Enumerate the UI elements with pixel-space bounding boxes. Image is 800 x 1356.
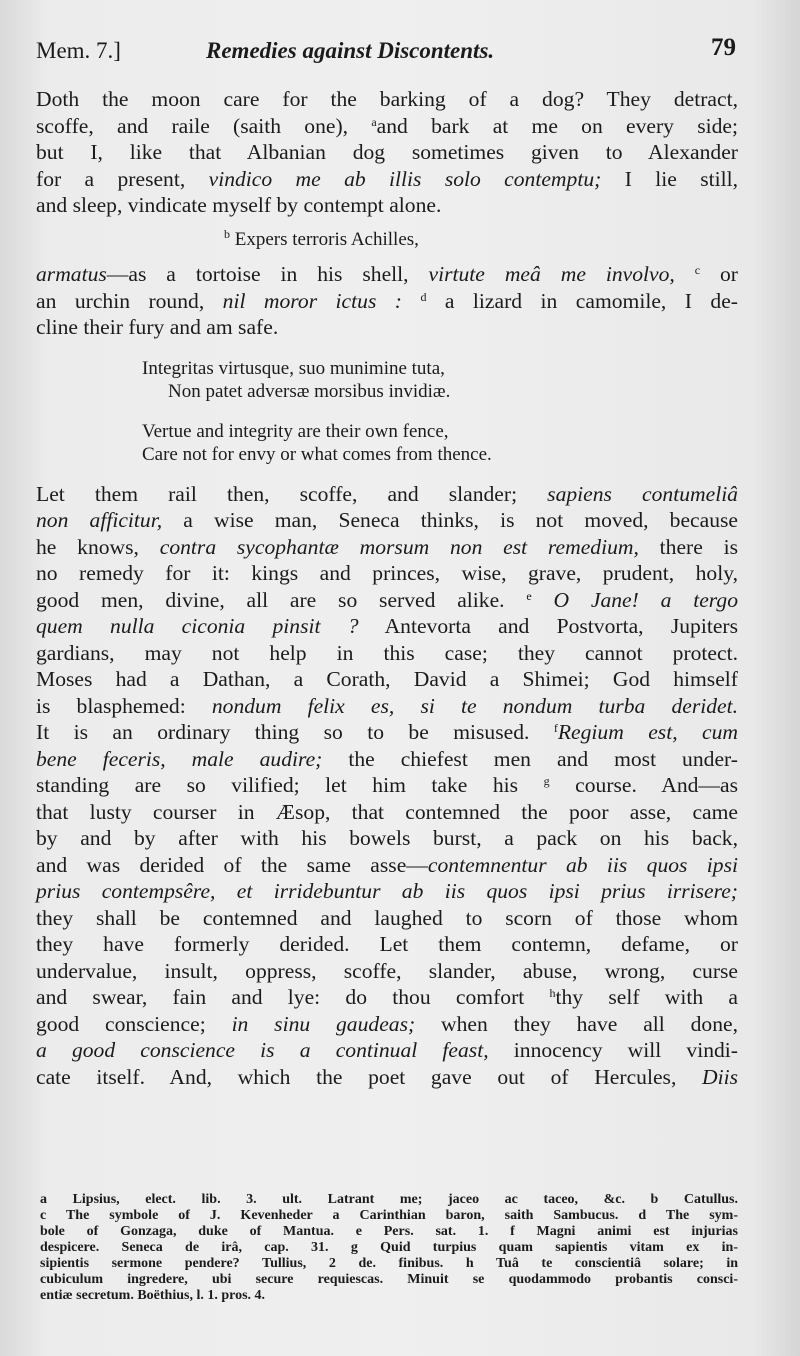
section-marker: Mem. 7.]: [36, 38, 121, 63]
text-line: armatus—as a tortoise in his shell, virtute meâ me involvo, $^c$ or: [36, 262, 738, 286]
footnote-line: bole of Gonzaga, duke of Mantua. e Pers. sat. 1. f Magni animi est injurias: [40, 1224, 738, 1239]
text-line: Doth the moon care for the barking of a dog? They detract,: [36, 87, 738, 111]
footnote-ref-c: c: [694, 263, 701, 277]
footnote-ref-e: e: [526, 588, 532, 603]
text-line: good conscience; in sinu gaudeas; when they have all done,: [36, 1011, 738, 1036]
text-line: Moses had a Dathan, a Corath, David a Shimei; God himself: [36, 667, 738, 691]
paragraph-1: [36, 86, 738, 219]
text-line: Let them rail then, scoffe, and slander; sapiens contumeliâ: [36, 481, 738, 506]
quotation-achilles: $^b$ Expers terroris Achilles,: [224, 226, 419, 250]
text-line: non afficitur, a wise man, Seneca thinks, is not moved, because: [36, 508, 738, 532]
text-line: by and by after with his bowels burst, a pack on his back,: [36, 826, 738, 850]
paragraph-2: [36, 261, 738, 341]
text-line: bene feceris, male audire; the chiefest men and most under-: [36, 746, 738, 771]
text-line: an urchin round, nil moror ictus : $^d$ a lizard in camomile, I de-: [36, 288, 738, 313]
page-header-title: Remedies against Discontents.: [206, 38, 495, 63]
footnote-line: a Lipsius, elect. lib. 3. ult. Latrant me; jaceo ac taceo, &c. b Catullus.: [40, 1192, 738, 1207]
text-line: prius contempsêre, et irridebuntur ab iis quos ipsi prius irrisere;: [36, 879, 738, 903]
text-line: a good conscience is a continual feast, innocency will vindi-: [36, 1038, 738, 1062]
text-line: It is an ordinary thing so to be misused. $^f$Regium est, cum: [36, 720, 738, 744]
text-line: cate itself. And, which the poet gave out of Hercules, Diis: [36, 1064, 738, 1089]
text-line: and sleep, vindicate myself by contempt alone.: [36, 193, 442, 217]
footnote-line: cubiculum ingredere, ubi secure requiescas. Minuit se quodammodo probantis consci-: [40, 1272, 738, 1287]
text-line: undervalue, insult, oppress, scoffe, slander, abuse, wrong, curse: [36, 958, 738, 983]
footnotes: [40, 1192, 738, 1304]
text-line: standing are so vilified; let him take his $^g$ course. And—as: [36, 773, 738, 797]
footnote-ref-f: f: [553, 721, 558, 735]
text-line: and was derided of the same asse—contemnentur ab iis quos ipsi: [36, 852, 738, 877]
english-verse: Vertue and integrity are their own fence, Care not for envy or what comes from thence.: [142, 420, 492, 465]
footnote-ref-h: h: [549, 986, 556, 1000]
text-line: and swear, fain and lye: do thou comfort $^h$thy self with a: [36, 985, 738, 1009]
footnote-ref-d: d: [420, 289, 427, 304]
body-text: [36, 86, 738, 1090]
text-line: they have formerly derided. Let them contemn, defame, or: [36, 932, 738, 956]
paragraph-3: [36, 481, 738, 1091]
footnote-ref-a: a: [371, 114, 377, 129]
text-line: quem nulla ciconia pinsit ? Antevorta and Postvorta, Jupiters: [36, 614, 738, 638]
text-line: cline their fury and am safe.: [36, 315, 279, 339]
text-line: no remedy for it: kings and princes, wise, grave, prudent, holy,: [36, 561, 738, 585]
text-line: for a present, vindico me ab illis solo contemptu; I lie still,: [36, 166, 738, 191]
text-line: is blasphemed: nondum felix es, si te nondum turba deridet.: [36, 693, 739, 718]
text-line: gardians, may not help in this case; they cannot protect.: [36, 640, 738, 665]
footnote-ref-g: g: [543, 774, 550, 788]
footnote-line: despicere. Seneca de irâ, cap. 31. g Quid turpius quam sapientis vitam ex in-: [40, 1240, 738, 1255]
text-line: they shall be contemned and laughed to scorn of those whom: [36, 905, 738, 930]
footnote-line: c The symbole of J. Kevenheder a Carinthian baron, saith Sambucus. d The sym-: [40, 1208, 738, 1223]
text-line: scoffe, and raile (saith one), $^a$and bark at me on every side;: [36, 113, 739, 138]
text-line: good men, divine, all are so served alike. $^e$ O Jane! a tergo: [36, 587, 738, 612]
footnote-ref-b: b: [224, 226, 230, 241]
text-line: but I, like that Albanian dog sometimes given to Alexander: [36, 140, 738, 164]
text-line: that lusty courser in Æsop, that contemned the poor asse, came: [36, 799, 738, 824]
running-head: [36, 34, 736, 70]
text-line: he knows, contra sycophantæ morsum non est remedium, there is: [36, 534, 739, 559]
latin-verse: Integritas virtusque, suo munimine tuta, Non patet adversæ morsibus invidiæ.: [142, 357, 451, 402]
footnote-line: entiæ secretum. Boëthius, l. 1. pros. 4.: [40, 1288, 266, 1303]
footnote-line: sipientis sermone pendere? Tullius, 2 de. finibus. h Tuâ te conscientiâ solare; in: [40, 1256, 738, 1271]
page-number: 79: [711, 34, 736, 61]
